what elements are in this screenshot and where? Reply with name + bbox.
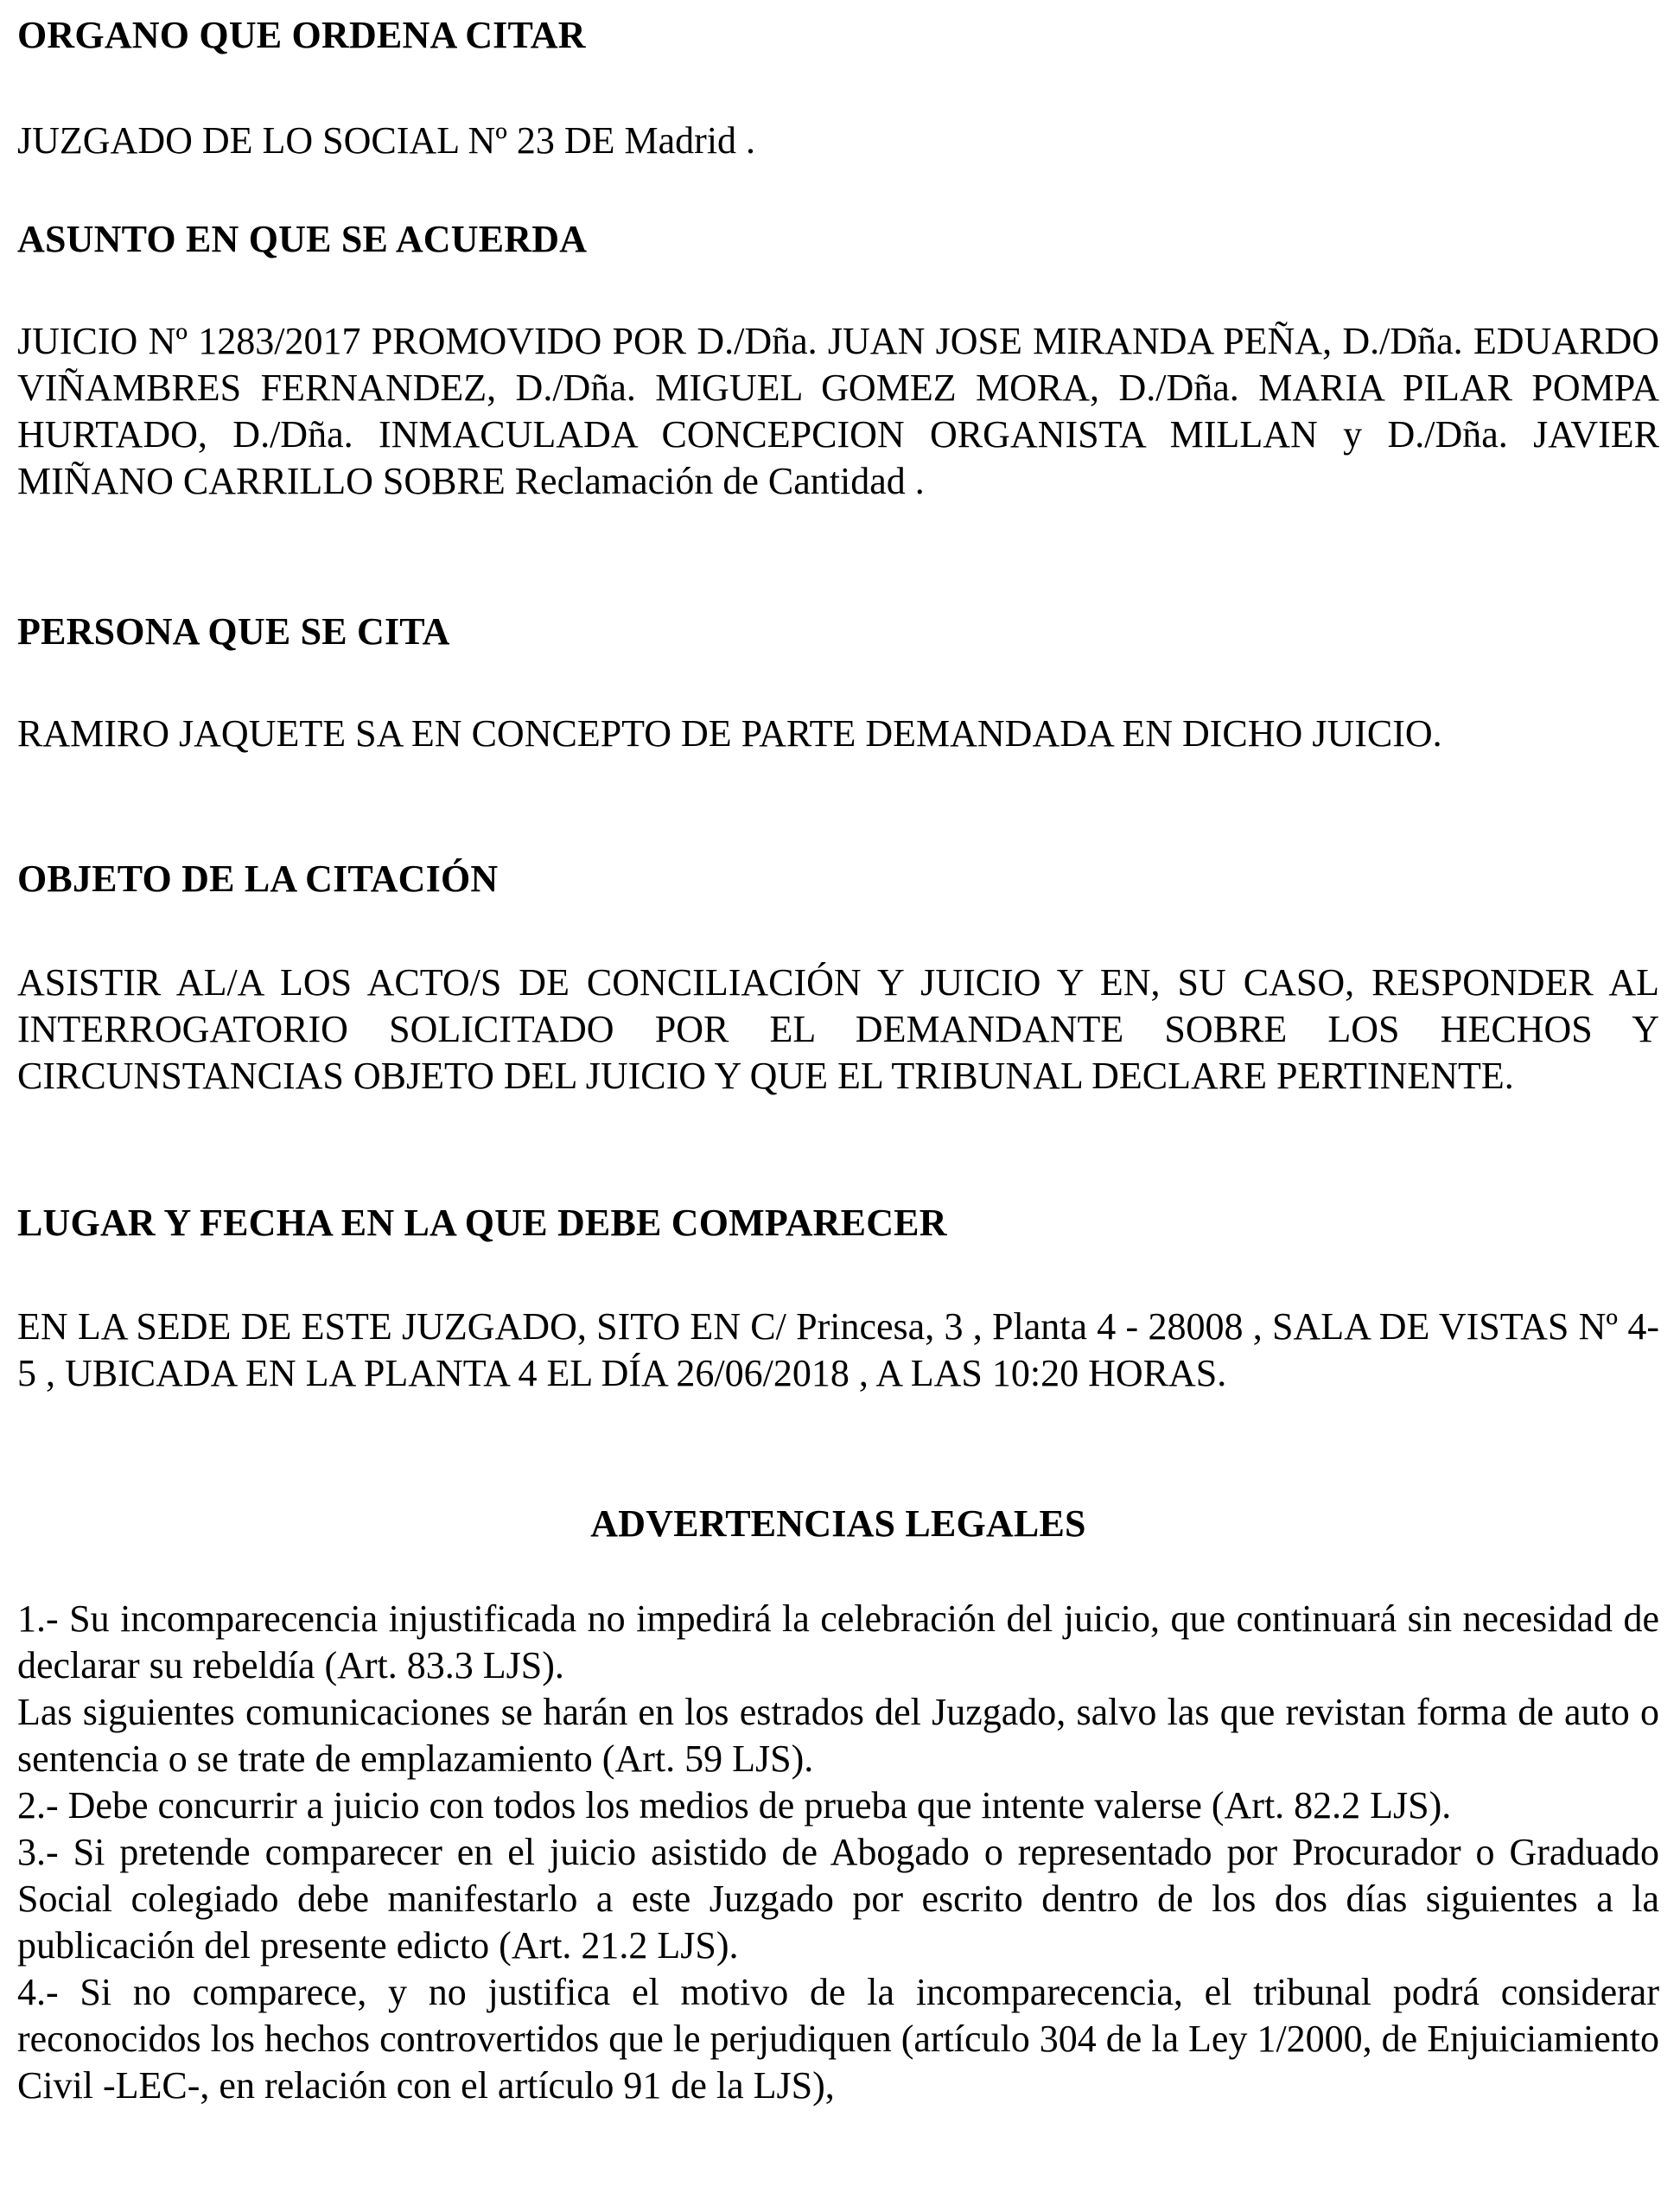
warning-item: 4.- Si no comparece, y no justifica el motivo de la incomparecencia, el tribunal podrá considerar reconocidos los hechos controvertidos que le perjudiquen (artículo 304 de la Ley 1/2000, de Enjuiciamiento Civil -LEC-, en relación con el artículo 91 de la LJS),	[17, 1971, 1660, 2107]
section-organo	[17, 12, 1659, 59]
section-organo-body	[17, 118, 1659, 164]
warning-item: Las siguientes comunicaciones se harán en los estrados del Juzgado, salvo las que revistan forma de auto o sentencia o se trate de emplazamiento (Art. 59 LJS).	[17, 1691, 1659, 1780]
warnings-title-block	[17, 1501, 1659, 1547]
section-heading: ORGANO QUE ORDENA CITAR	[17, 14, 586, 56]
section-asunto-body	[17, 318, 1659, 505]
section-body: JUICIO Nº 1283/2017 PROMOVIDO POR D./Dña. JUAN JOSE MIRANDA PEÑA, D./Dña. EDUARDO VIÑAMBRES FERNANDEZ, D./Dña. MIGUEL GOMEZ MORA, D./Dña. MARIA PILAR POMPA HURTADO, D./Dña. INMACULADA CONCEPCION ORGANISTA MILLAN y D./Dña. JAVIER MIÑANO CARRILLO SOBRE Reclamación de Cantidad .	[17, 320, 1659, 502]
section-lugar-body	[17, 1304, 1659, 1397]
warning-item: 1.- Su incomparecencia injustificada no impedirá la celebración del juicio, que continuará sin necesidad de declarar su rebeldía (Art. 83.3 LJS).	[17, 1597, 1659, 1686]
section-body: ASISTIR AL/A LOS ACTO/S DE CONCILIACIÓN Y JUICIO Y EN, SU CASO, RESPONDER AL INTERROGATORIO SOLICITADO POR EL DEMANDANTE SOBRE LOS HECHOS Y CIRCUNSTANCIAS OBJETO DEL JUICIO Y QUE EL TRIBUNAL DECLARE PERTINENTE.	[17, 961, 1659, 1097]
warnings-list	[17, 1596, 1659, 2109]
warnings-title: ADVERTENCIAS LEGALES	[590, 1502, 1086, 1545]
section-heading: OBJETO DE LA CITACIÓN	[17, 858, 499, 900]
section-objeto-body	[17, 960, 1659, 1100]
warning-item: 3.- Si pretende comparecer en el juicio asistido de Abogado o representado por Procurador o Graduado Social colegiado debe manifestarlo a este Juzgado por escrito dentro de los dos días siguientes a la publicación del presente edicto (Art. 21.2 LJS).	[17, 1831, 1659, 1967]
section-body: RAMIRO JAQUETE SA EN CONCEPTO DE PARTE DEMANDADA EN DICHO JUICIO.	[17, 712, 1442, 755]
section-heading: ASUNTO EN QUE SE ACUERDA	[17, 218, 588, 260]
section-persona-body	[17, 711, 1659, 757]
section-asunto	[17, 216, 1659, 263]
section-heading: PERSONA QUE SE CITA	[17, 610, 450, 653]
section-body: JUZGADO DE LO SOCIAL Nº 23 DE Madrid .	[17, 119, 756, 162]
section-persona	[17, 609, 1659, 655]
document-page	[17, 0, 1659, 2206]
section-objeto	[17, 856, 1659, 902]
section-lugar	[17, 1200, 1659, 1246]
section-body: EN LA SEDE DE ESTE JUZGADO, SITO EN C/ Princesa, 3 , Planta 4 - 28008 , SALA DE VISTAS Nº 4-5 , UBICADA EN LA PLANTA 4 EL DÍA 26/06/2018 , A LAS 10:20 HORAS.	[17, 1305, 1659, 1394]
section-heading: LUGAR Y FECHA EN LA QUE DEBE COMPARECER	[17, 1202, 947, 1244]
warning-item: 2.- Debe concurrir a juicio con todos los medios de prueba que intente valerse (Art. 82.2 LJS).	[17, 1784, 1452, 1827]
